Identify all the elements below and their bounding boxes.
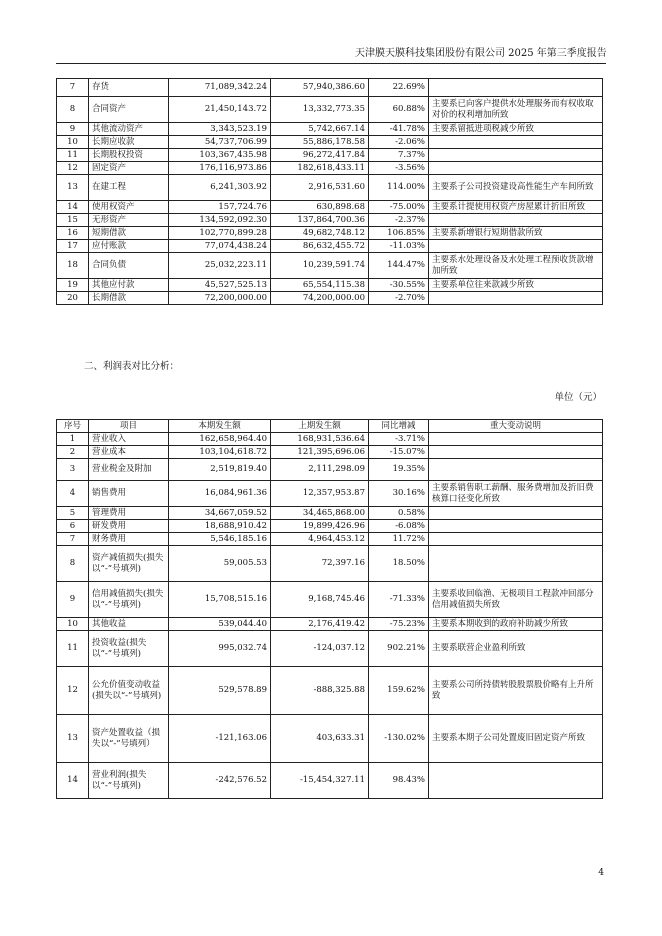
- table-row: [57, 79, 603, 97]
- row-number: 7: [57, 533, 89, 546]
- item-name: 其他流动资产: [89, 123, 169, 136]
- change-rate: 60.88%: [369, 97, 429, 123]
- row-number: 18: [57, 253, 89, 279]
- table-row: [57, 507, 603, 520]
- current-value: 71,089,342.24: [169, 79, 271, 97]
- previous-value: 65,554,115.38: [271, 279, 369, 292]
- unit-label: 单位（元）: [554, 392, 602, 403]
- current-value: 6,241,303.92: [169, 175, 271, 201]
- previous-value: 2,111,298.09: [271, 459, 369, 481]
- item-name: 管理费用: [89, 507, 169, 520]
- previous-value: 182,618,433.11: [271, 162, 369, 175]
- change-rate: 30.16%: [369, 481, 429, 507]
- change-note: [429, 763, 603, 799]
- item-name: 销售费用: [89, 481, 169, 507]
- previous-value: 12,357,953.87: [271, 481, 369, 507]
- row-number: 2: [57, 446, 89, 459]
- row-number: 14: [57, 201, 89, 214]
- header-previous: 上期发生额: [271, 420, 369, 433]
- change-note: [429, 214, 603, 227]
- row-number: 13: [57, 175, 89, 201]
- change-rate: 114.00%: [369, 175, 429, 201]
- change-note: 主要系留抵进项税减少所致: [429, 123, 603, 136]
- change-rate: -2.06%: [369, 136, 429, 149]
- header-note: 重大变动说明: [429, 420, 603, 433]
- current-value: 157,724.76: [169, 201, 271, 214]
- previous-value: 86,632,455.72: [271, 240, 369, 253]
- item-name: 在建工程: [89, 175, 169, 201]
- change-note: [429, 162, 603, 175]
- table-row: [57, 227, 603, 240]
- table-row: [57, 459, 603, 481]
- previous-value: 34,465,868.00: [271, 507, 369, 520]
- row-number: 5: [57, 507, 89, 520]
- change-rate: 22.69%: [369, 79, 429, 97]
- change-note: 主要系公司所持债转股股票股价略有上升所致: [429, 667, 603, 715]
- previous-value: 137,864,700.36: [271, 214, 369, 227]
- item-name: 短期借款: [89, 227, 169, 240]
- current-value: 45,527,525.13: [169, 279, 271, 292]
- row-number: 1: [57, 433, 89, 446]
- table-row: [57, 201, 603, 214]
- table-row: [57, 175, 603, 201]
- item-name: 资产处置收益（损失以“-”号填列）: [89, 715, 169, 763]
- change-rate: 159.62%: [369, 667, 429, 715]
- item-name: 营业成本: [89, 446, 169, 459]
- previous-value: 10,239,591.74: [271, 253, 369, 279]
- row-number: 10: [57, 136, 89, 149]
- change-rate: -71.33%: [369, 582, 429, 618]
- table-row: [57, 123, 603, 136]
- header-change: 同比增减: [369, 420, 429, 433]
- change-note: [429, 433, 603, 446]
- change-rate: 106.85%: [369, 227, 429, 240]
- change-note: [429, 79, 603, 97]
- change-note: 主要系水处理设备及水处理工程预收货款增加所致: [429, 253, 603, 279]
- table-row: [57, 97, 603, 123]
- table-row: [57, 481, 603, 507]
- current-value: 176,116,973.86: [169, 162, 271, 175]
- current-value: 77,074,438.24: [169, 240, 271, 253]
- change-rate: -75.00%: [369, 201, 429, 214]
- current-value: 18,688,910.42: [169, 520, 271, 533]
- previous-value: 5,742,667.14: [271, 123, 369, 136]
- table-row: [57, 446, 603, 459]
- change-rate: -130.02%: [369, 715, 429, 763]
- table-row: [57, 667, 603, 715]
- current-value: 995,032.74: [169, 631, 271, 667]
- previous-value: 9,168,745.46: [271, 582, 369, 618]
- change-note: 主要系本期子公司处置废旧固定资产所致: [429, 715, 603, 763]
- change-rate: 7.37%: [369, 149, 429, 162]
- table-row: [57, 149, 603, 162]
- previous-value: 403,633.31: [271, 715, 369, 763]
- current-value: 162,658,964.40: [169, 433, 271, 446]
- row-number: 7: [57, 79, 89, 97]
- change-note: 主要系新增银行短期借款所致: [429, 227, 603, 240]
- previous-value: 74,200,000.00: [271, 292, 369, 305]
- table-row: [57, 240, 603, 253]
- change-note: [429, 546, 603, 582]
- current-value: 2,519,819.40: [169, 459, 271, 481]
- current-value: 529,578.89: [169, 667, 271, 715]
- current-value: 134,592,092.30: [169, 214, 271, 227]
- table-row: [57, 292, 603, 305]
- previous-value: 4,964,453.12: [271, 533, 369, 546]
- page-number: 4: [598, 868, 604, 878]
- previous-value: -124,037.12: [271, 631, 369, 667]
- row-number: 8: [57, 546, 89, 582]
- header-no: 序号: [57, 420, 89, 433]
- previous-value: 49,682,748.12: [271, 227, 369, 240]
- current-value: 21,450,143.72: [169, 97, 271, 123]
- table-row: [57, 533, 603, 546]
- table-row: [57, 631, 603, 667]
- table-row: [57, 520, 603, 533]
- item-name: 长期借款: [89, 292, 169, 305]
- item-name: 信用减值损失(损失以“-”号填列): [89, 582, 169, 618]
- current-value: 5,546,185.16: [169, 533, 271, 546]
- previous-value: 121,395,696.06: [271, 446, 369, 459]
- change-note: [429, 533, 603, 546]
- current-value: -242,576.52: [169, 763, 271, 799]
- previous-value: 19,899,426.96: [271, 520, 369, 533]
- change-rate: 11.72%: [369, 533, 429, 546]
- current-value: 103,367,435.98: [169, 149, 271, 162]
- row-number: 13: [57, 715, 89, 763]
- item-name: 无形资产: [89, 214, 169, 227]
- previous-value: 55,886,178.58: [271, 136, 369, 149]
- change-note: [429, 507, 603, 520]
- change-rate: -2.37%: [369, 214, 429, 227]
- current-value: 103,104,618.72: [169, 446, 271, 459]
- change-note: 主要系联营企业盈利所致: [429, 631, 603, 667]
- row-number: 12: [57, 162, 89, 175]
- change-rate: -3.71%: [369, 433, 429, 446]
- header-item: 项目: [89, 420, 169, 433]
- change-note: 主要系单位往来款减少所致: [429, 279, 603, 292]
- row-number: 4: [57, 481, 89, 507]
- current-value: 3,343,523.19: [169, 123, 271, 136]
- current-value: 54,737,706.99: [169, 136, 271, 149]
- table-row: [57, 162, 603, 175]
- item-name: 营业收入: [89, 433, 169, 446]
- change-rate: -75.23%: [369, 618, 429, 631]
- item-name: 合同负债: [89, 253, 169, 279]
- row-number: 9: [57, 123, 89, 136]
- row-number: 17: [57, 240, 89, 253]
- item-name: 财务费用: [89, 533, 169, 546]
- change-note: [429, 136, 603, 149]
- table-row: [57, 763, 603, 799]
- row-number: 20: [57, 292, 89, 305]
- row-number: 11: [57, 631, 89, 667]
- report-header: 天津膜天膜科技集团股份有限公司 2025 年第三季度报告: [355, 48, 607, 59]
- row-number: 12: [57, 667, 89, 715]
- previous-value: 2,916,531.60: [271, 175, 369, 201]
- current-value: 539,044.40: [169, 618, 271, 631]
- table-row: [57, 618, 603, 631]
- table-row: [57, 253, 603, 279]
- change-rate: -30.55%: [369, 279, 429, 292]
- item-name: 应付账款: [89, 240, 169, 253]
- change-rate: 19.35%: [369, 459, 429, 481]
- item-name: 公允价值变动收益(损失以“-”号填列): [89, 667, 169, 715]
- table-row: [57, 279, 603, 292]
- balance-sheet-table: [56, 78, 603, 305]
- change-rate: 902.21%: [369, 631, 429, 667]
- row-number: 14: [57, 763, 89, 799]
- row-number: 10: [57, 618, 89, 631]
- change-note: 主要系已向客户提供水处理服务而有权收取对价的权利增加所致: [429, 97, 603, 123]
- change-note: [429, 459, 603, 481]
- previous-value: 630,898.68: [271, 201, 369, 214]
- previous-value: -15,454,327.11: [271, 763, 369, 799]
- item-name: 资产减值损失(损失以“-”号填列): [89, 546, 169, 582]
- change-note: [429, 520, 603, 533]
- row-number: 9: [57, 582, 89, 618]
- table-row: [57, 136, 603, 149]
- current-value: 15,708,515.16: [169, 582, 271, 618]
- header-current: 本期发生额: [169, 420, 271, 433]
- change-rate: 144.47%: [369, 253, 429, 279]
- item-name: 合同资产: [89, 97, 169, 123]
- item-name: 长期应收款: [89, 136, 169, 149]
- previous-value: 96,272,417.84: [271, 149, 369, 162]
- change-note: 主要系本期收到的政府补助减少所致: [429, 618, 603, 631]
- previous-value: 13,332,773.35: [271, 97, 369, 123]
- previous-value: 2,176,419.42: [271, 618, 369, 631]
- item-name: 营业利润(损失以“-”号填列): [89, 763, 169, 799]
- change-note: 主要系销售职工薪酬、服务费增加及折旧费核算口径变化所致: [429, 481, 603, 507]
- previous-value: -888,325.88: [271, 667, 369, 715]
- change-rate: -6.08%: [369, 520, 429, 533]
- section-title: 二、利润表对比分析：: [84, 361, 180, 372]
- header-divider: [56, 63, 606, 64]
- table-row: [57, 582, 603, 618]
- item-name: 固定资产: [89, 162, 169, 175]
- change-rate: 98.43%: [369, 763, 429, 799]
- item-name: 其他收益: [89, 618, 169, 631]
- table-row: [57, 433, 603, 446]
- table-row: [57, 715, 603, 763]
- change-note: 主要系收回临渔、无极项目工程款冲回部分信用减值损失所致: [429, 582, 603, 618]
- row-number: 8: [57, 97, 89, 123]
- item-name: 存货: [89, 79, 169, 97]
- change-rate: -3.56%: [369, 162, 429, 175]
- change-rate: 0.58%: [369, 507, 429, 520]
- current-value: 59,005.53: [169, 546, 271, 582]
- change-note: [429, 292, 603, 305]
- current-value: 102,770,899.28: [169, 227, 271, 240]
- change-note: [429, 446, 603, 459]
- item-name: 研发费用: [89, 520, 169, 533]
- current-value: 16,084,961.36: [169, 481, 271, 507]
- change-note: [429, 240, 603, 253]
- table-header-row: [57, 420, 603, 433]
- table-row: [57, 214, 603, 227]
- change-rate: 18.50%: [369, 546, 429, 582]
- item-name: 投资收益(损失以“-”号填列): [89, 631, 169, 667]
- change-rate: -41.78%: [369, 123, 429, 136]
- change-rate: -15.07%: [369, 446, 429, 459]
- current-value: 72,200,000.00: [169, 292, 271, 305]
- item-name: 其他应付款: [89, 279, 169, 292]
- change-note: 主要系计提使用权资产房屋累计折旧所致: [429, 201, 603, 214]
- item-name: 长期股权投资: [89, 149, 169, 162]
- row-number: 3: [57, 459, 89, 481]
- previous-value: 57,940,386.60: [271, 79, 369, 97]
- row-number: 15: [57, 214, 89, 227]
- current-value: 34,667,059.52: [169, 507, 271, 520]
- item-name: 使用权资产: [89, 201, 169, 214]
- previous-value: 168,931,536.64: [271, 433, 369, 446]
- previous-value: 72,397.16: [271, 546, 369, 582]
- change-rate: -11.03%: [369, 240, 429, 253]
- current-value: 25,032,223.11: [169, 253, 271, 279]
- item-name: 营业税金及附加: [89, 459, 169, 481]
- change-note: [429, 149, 603, 162]
- change-note: 主要系子公司投资建设高性能生产车间所致: [429, 175, 603, 201]
- table-row: [57, 546, 603, 582]
- change-rate: -2.70%: [369, 292, 429, 305]
- row-number: 19: [57, 279, 89, 292]
- income-statement-table: [56, 419, 603, 799]
- row-number: 16: [57, 227, 89, 240]
- row-number: 6: [57, 520, 89, 533]
- current-value: -121,163.06: [169, 715, 271, 763]
- row-number: 11: [57, 149, 89, 162]
